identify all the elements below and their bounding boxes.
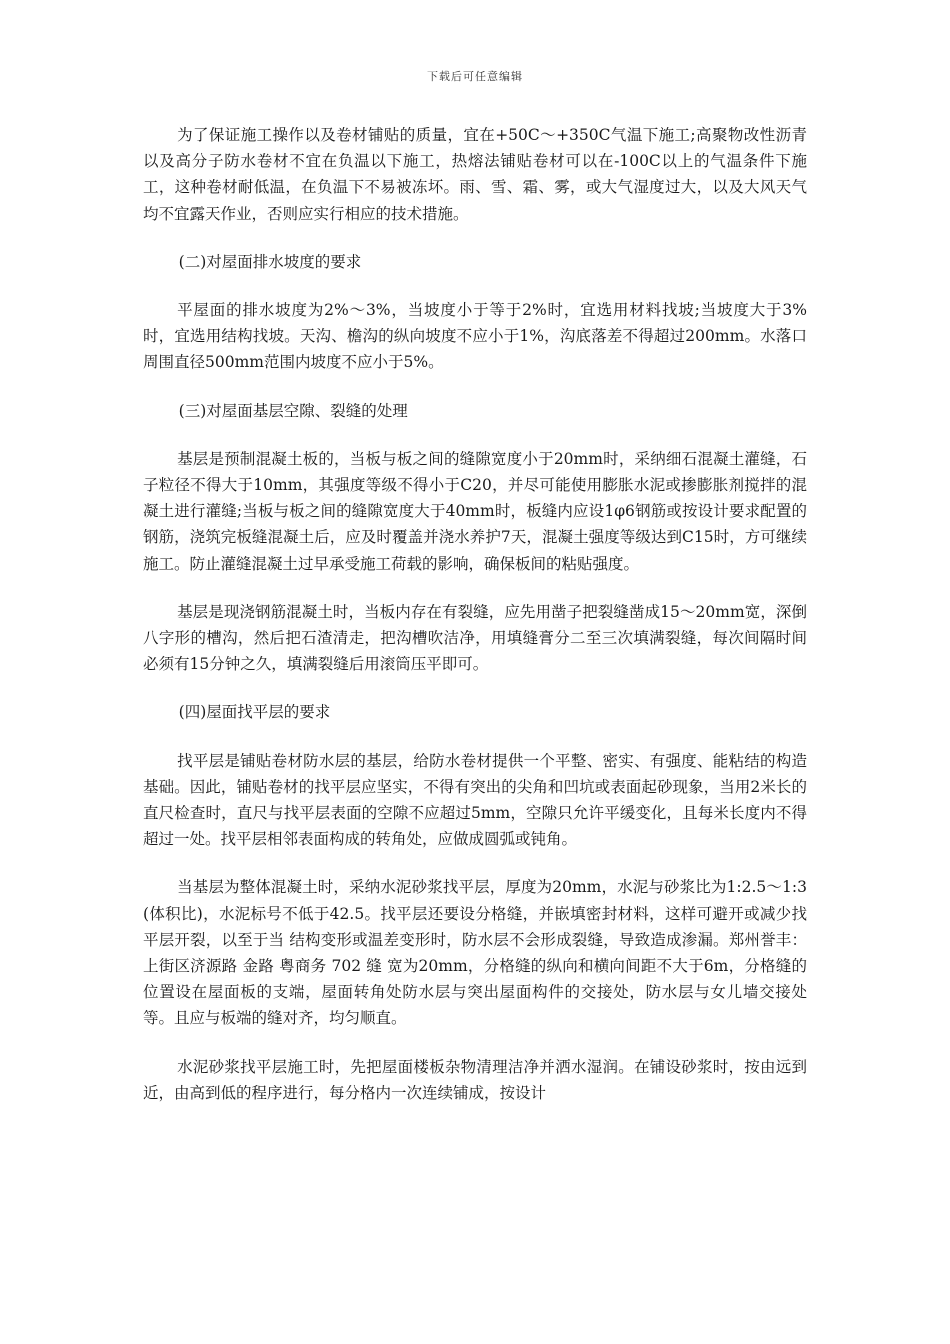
paragraph-cast-in-place-base: 基层是现浇钢筋混凝土时，当板内存在有裂缝，应先用凿子把裂缝凿成15～20mm宽，深倒八字形的槽沟，然后把石渣清走，把沟槽吹洁净，用填缝膏分二至三次填满裂缝，每次间隔时间必须有15分钟之久，填满裂缝后用滚筒压平即可。: [143, 602, 807, 674]
paragraph-precast-base: 基层是预制混凝土板的，当板与板之间的缝隙宽度小于20mm时，采纳细石混凝土灌缝，石子粒径不得大于10mm，其强度等级不得小于C20，并尽可能使用膨胀水泥或掺膨胀剂搅拌的混凝土进行灌缝;当板与板之间的缝隙宽度大于40mm时，板缝内应设1φ6钢筋或按设计要求配置的钢筋，浇筑完板缝混凝土后，应及时覆盖并浇水养护7天，混凝土强度等级达到C15时，方可继续施工。防止灌缝混凝土过早承受施工荷载的影响，确保板间的粘贴强度。: [143, 449, 807, 573]
section-heading-base-cracks: (三)对屋面基层空隙、裂缝的处理: [178, 401, 408, 420]
section-heading-leveling-layer: (四)屋面找平层的要求: [178, 703, 331, 722]
paragraph-construction-temperature: 为了保证施工操作以及卷材铺贴的质量，宜在+50C～+350C气温下施工;高聚物改性沥青以及高分子防水卷材不宜在负温以下施工，热熔法铺贴卷材可以在-100C以上的气温条件下施工，这种卷材耐低温，在负温下不易被冻坏。雨、雪、霜、雾，或大气湿度过大，以及大风天气均不宜露天作业，否则应实行相应的技术措施。: [143, 126, 807, 223]
header-note: 下载后可任意编辑: [427, 70, 523, 83]
paragraph-leveling-layer: 找平层是铺贴卷材防水层的基层，给防水卷材提供一个平整、密实、有强度、能粘结的构造基础。因此，铺贴卷材的找平层应坚实，不得有突出的尖角和凹坑或表面起砂现象，当用2米长的直尺检查时，直尺与找平层表面的空隙不应超过5mm，空隙只允许平缓变化，且每米长度内不得超过一处。找平层相邻表面构成的转角处，应做成圆弧或钝角。: [143, 751, 807, 849]
document-body: [143, 122, 807, 1128]
paragraph-mortar-construction: 水泥砂浆找平层施工时，先把屋面楼板杂物清理洁净并洒水湿润。在铺设砂浆时，按由远到近，由高到低的程序进行，每分格内一次连续铺成，按设计: [143, 1057, 807, 1102]
paragraph-cement-mortar-leveling: 当基层为整体混凝土时，采纳水泥砂浆找平层，厚度为20mm，水泥与砂浆比为1:2.5～1:3(体积比)，水泥标号不低于42.5。找平层还要设分格缝，并嵌填密封材料，这样可避开或减少找平层开裂，以至于当 结构变形或温差变形时，防水层不会形成裂缝，导致造成渗漏。郑州誉丰：上街区济源路 金路 粤商务 702 缝 宽为20mm，分格缝的纵向和横向间距不大于6m，分格缝的位置设在屋面板的支端，屋面转角处防水层与突出屋面构件的交接处，防水层与女儿墙交接处等。且应与板端的缝对齐，均匀顺直。: [143, 878, 807, 1028]
paragraph-drainage-slope: 平屋面的排水坡度为2%～3%，当坡度小于等于2%时，宜选用材料找坡;当坡度大于3%时，宜选用结构找坡。天沟、檐沟的纵向坡度不应小于1%，沟底落差不得超过200mm。水落口周围直径500mm范围内坡度不应小于5%。: [143, 301, 807, 372]
section-heading-drainage-slope: (二)对屋面排水坡度的要求: [178, 252, 362, 271]
